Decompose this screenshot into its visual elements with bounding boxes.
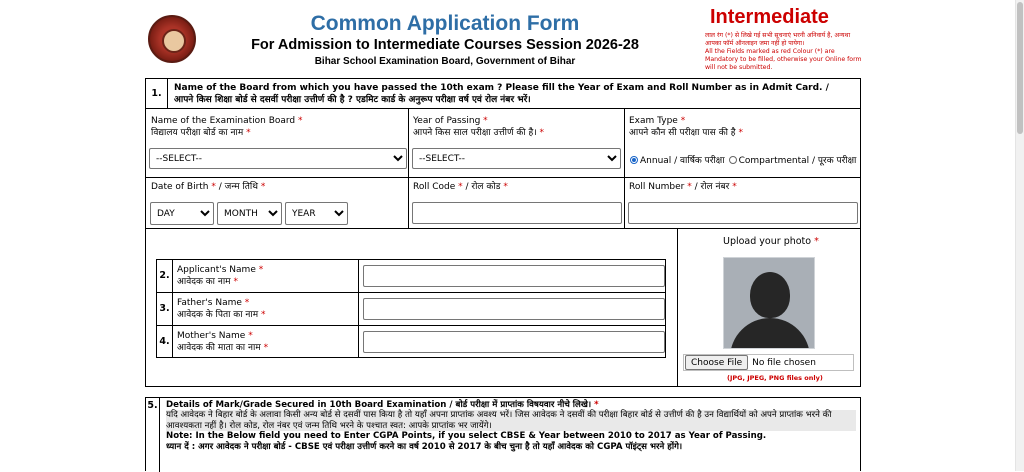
bseb-logo bbox=[148, 15, 196, 63]
photo-upload-label-text: Upload your photo bbox=[723, 236, 812, 247]
mandatory-note-en: All the Fields marked as red Colour (*) are Mandatory to be filled, otherwise your Online form will not be submitted. bbox=[705, 48, 862, 71]
section-board-details bbox=[145, 78, 861, 229]
year-of-passing-select[interactable] bbox=[412, 148, 621, 169]
choose-file-button[interactable]: Choose File bbox=[685, 355, 748, 370]
applicant-name-row bbox=[157, 260, 665, 293]
applicant-name-label-hi: आवेदक का नाम bbox=[177, 277, 231, 287]
father-name-label: Father's Name * आवेदक के पिता का नाम * bbox=[177, 298, 266, 320]
mother-name-row bbox=[157, 326, 665, 359]
section5-title: Details of Mark/Grade Secured in 10th Board Examination / बोर्ड परीक्षा में प्राप्तांक विषयवार नीचे लिखे। * bbox=[166, 400, 599, 410]
divider bbox=[146, 177, 860, 178]
divider bbox=[408, 109, 409, 229]
divider bbox=[358, 260, 359, 292]
mandatory-note bbox=[705, 32, 865, 72]
year-label: Year of Passing * आपने किस साल परीक्षा उत्तीर्ण की है। * bbox=[413, 116, 545, 138]
roll-number-input[interactable] bbox=[628, 202, 858, 224]
board-select[interactable] bbox=[149, 148, 407, 169]
father-name-input[interactable] bbox=[363, 298, 665, 320]
divider bbox=[624, 109, 625, 229]
exam-type-radios bbox=[630, 153, 856, 166]
dob-year-select[interactable] bbox=[285, 202, 348, 225]
roll-code-label-en: Roll Code bbox=[413, 182, 456, 192]
year-label-en: Year of Passing bbox=[413, 116, 481, 126]
section-marks-details bbox=[145, 397, 861, 471]
page-scrollbar[interactable] bbox=[1015, 0, 1024, 471]
dob-label-en: Date of Birth bbox=[151, 182, 209, 192]
roll-number-label-en: Roll Number bbox=[629, 182, 685, 192]
mother-name-label-en: Mother's Name bbox=[177, 331, 246, 341]
section1-question-en: Name of the Board from which you have passed the 10th exam ? Please fill the Year of Exam and Roll Number as in Admit Card. / bbox=[174, 83, 829, 93]
roll-code-label: Roll Code * / रोल कोड * bbox=[413, 182, 508, 192]
exam-type-label-hi: आपने कौन सी परीक्षा पास की है bbox=[629, 128, 736, 138]
board-label-hi: विद्यालय परीक्षा बोर्ड का नाम bbox=[151, 128, 244, 138]
section5-note-en: Note: In the Below field you need to Enter CGPA Points, if you select CBSE & Year between 2010 to 2017 as Year of Passing. bbox=[166, 431, 767, 442]
section1-question-hi: आपने किस शिक्षा बोर्ड से दसवीं परीक्षा उत्तीर्ण की है ? एडमिट कार्ड के अनुरूप परीक्षा वर्ष एवं रोल नंबर भरें। bbox=[174, 95, 531, 105]
row-number: 2. bbox=[157, 260, 173, 292]
mandatory-note-hi: लाल रंग (*) से लिखे गई सभी सूचनाएं भरनी अनिवार्य है, अन्यथा आपका फॉर्म ऑनलाइन जमा नहीं हो पायेगा। bbox=[705, 32, 851, 47]
row-number: 3. bbox=[157, 293, 173, 325]
avatar-head-icon bbox=[750, 272, 790, 318]
radio-compartmental-label[interactable]: Compartmental / पूरक परीक्षा bbox=[738, 156, 857, 166]
row-number: 4. bbox=[157, 326, 173, 358]
applicant-name-label: Applicant's Name * आवेदक का नाम * bbox=[177, 265, 264, 287]
applicant-name-label-en: Applicant's Name bbox=[177, 265, 256, 275]
year-label-hi: आपने किस साल परीक्षा उत्तीर्ण की है। bbox=[413, 128, 537, 138]
photo-placeholder bbox=[723, 257, 815, 349]
mother-name-label-hi: आवेदक की माता का नाम bbox=[177, 343, 261, 353]
course-badge: Intermediate bbox=[710, 6, 829, 28]
divider bbox=[358, 293, 359, 325]
radio-compartmental[interactable] bbox=[729, 156, 737, 164]
scrollbar-thumb[interactable] bbox=[1017, 2, 1023, 134]
section5-title-text: Details of Mark/Grade Secured in 10th Board Examination / बोर्ड परीक्षा में प्राप्तांक विषयवार नीचे लिखे। bbox=[166, 400, 592, 410]
divider bbox=[358, 326, 359, 358]
board-name: Bihar School Examination Board, Government of Bihar bbox=[314, 56, 576, 67]
photo-upload-label: Upload your photo * bbox=[723, 236, 819, 247]
exam-type-label: Exam Type * आपने कौन सी परीक्षा पास की है * bbox=[629, 116, 743, 138]
radio-annual[interactable] bbox=[630, 156, 638, 164]
mother-name-label: Mother's Name * आवेदक की माता का नाम * bbox=[177, 331, 269, 353]
father-name-label-en: Father's Name bbox=[177, 298, 242, 308]
applicant-names-table bbox=[156, 259, 666, 358]
file-type-note: (JPG, JPEG, PNG files only) bbox=[727, 374, 823, 382]
dob-day-select[interactable] bbox=[150, 202, 214, 225]
roll-code-input[interactable] bbox=[412, 202, 622, 224]
father-name-label-hi: आवेदक के पिता का नाम bbox=[177, 310, 259, 320]
section1-number: 1. bbox=[146, 79, 168, 108]
board-label: Name of the Examination Board * विद्यालय परीक्षा बोर्ड का नाम * bbox=[151, 116, 303, 138]
roll-number-label-hi: / रोल नंबर bbox=[694, 182, 730, 192]
section5-number: 5. bbox=[146, 398, 160, 472]
dob-label: Date of Birth * / जन्म तिथि * bbox=[151, 182, 266, 192]
divider bbox=[677, 229, 678, 386]
roll-number-label: Roll Number * / रोल नंबर * bbox=[629, 182, 737, 192]
section5-paragraph: यदि आवेदक ने बिहार बोर्ड के अलावा किसी अन्य बोर्ड से दसवीं पास किया है तो यहाँ अपना प्राप्तांक अवश्य भरें। जिस आवेदक ने दसवीं की परीक्षा बिहार बोर्ड से उत्तीर्ण की है उन विद्यार्थियों को अपने प्राप्तांक भरने की आवश्यकता नहीं है। रोल कोड, रोल नंबर एवं जन्म तिथि भरने के पश्चात स्वत: आपके प्राप्तांक भर जायेंगे। bbox=[166, 410, 856, 431]
section1-question-text bbox=[174, 82, 829, 106]
form-header bbox=[145, 0, 867, 75]
mother-name-input[interactable] bbox=[363, 331, 665, 353]
section5-text bbox=[166, 400, 856, 452]
section5-note-hi: ध्यान दें : अगर आवेदक ने परीक्षा बोर्ड - CBSE एवं परीक्षा उत्तीर्ण करने का वर्ष 2010 से 2017 के बीच चुना है तो यहाँ आवेदक को CGPA पॉइंट्स भरने होंगे। bbox=[166, 441, 683, 452]
exam-type-label-en: Exam Type bbox=[629, 116, 678, 126]
board-label-en: Name of the Examination Board bbox=[151, 116, 296, 126]
form-page bbox=[145, 0, 867, 471]
dob-month-select[interactable] bbox=[217, 202, 282, 225]
page-subtitle: For Admission to Intermediate Courses Session 2026-28 bbox=[251, 37, 639, 53]
roll-code-label-hi: / रोल कोड bbox=[465, 182, 501, 192]
applicant-name-input[interactable] bbox=[363, 265, 665, 287]
father-name-row bbox=[157, 293, 665, 326]
dob-label-hi: / जन्म तिथि bbox=[218, 182, 258, 192]
page-title: Common Application Form bbox=[310, 12, 580, 35]
avatar-body-icon bbox=[730, 318, 810, 349]
no-file-text: No file chosen bbox=[752, 357, 816, 368]
photo-file-input[interactable] bbox=[683, 354, 854, 371]
radio-annual-label[interactable]: Annual / वार्षिक परीक्षा bbox=[640, 156, 725, 166]
section1-question bbox=[146, 79, 860, 109]
